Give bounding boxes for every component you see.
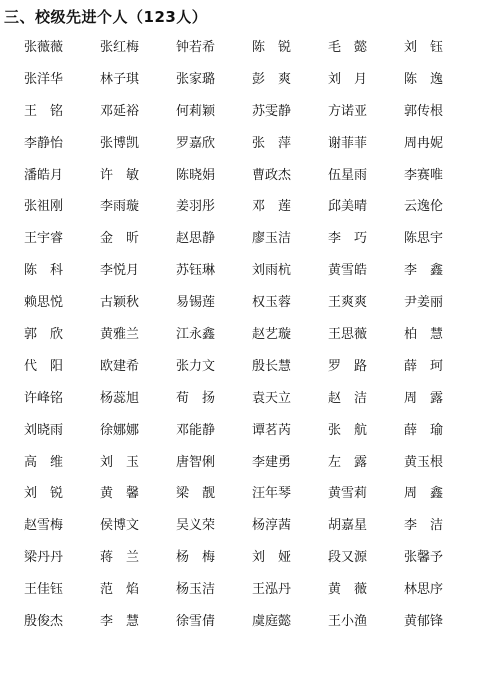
person-name: 赵思静 [176, 231, 216, 247]
person-name: 赵艺璇 [252, 327, 292, 343]
person-name: 罗嘉欣 [176, 135, 216, 151]
person-name: 殷长慧 [252, 358, 292, 374]
person-name: 邓延裕 [100, 103, 140, 119]
person-name: 杨蕊旭 [100, 390, 140, 406]
person-name: 林思序 [404, 582, 444, 598]
person-name: 陈 逸 [404, 71, 444, 87]
person-name: 苏钰琳 [176, 263, 216, 279]
person-name: 周 露 [404, 390, 444, 406]
person-name: 黄玉根 [404, 454, 444, 470]
person-name: 王泓丹 [252, 582, 292, 598]
person-name: 赖思悦 [24, 295, 64, 311]
person-name: 黄雅兰 [100, 327, 140, 343]
person-name: 虞庭懿 [252, 614, 292, 630]
person-name: 杨 梅 [176, 550, 216, 566]
person-name: 薛 瑜 [404, 422, 444, 438]
person-name: 薛 珂 [404, 358, 444, 374]
person-name: 代 阳 [24, 358, 64, 374]
person-name: 汪年琴 [252, 486, 292, 502]
person-name: 易锡莲 [176, 295, 216, 311]
person-name: 张力文 [176, 358, 216, 374]
person-name: 刘 玉 [100, 454, 140, 470]
person-name: 黄郁锋 [404, 614, 444, 630]
person-name: 廖玉洁 [252, 231, 292, 247]
person-name: 黄 馨 [100, 486, 140, 502]
person-name: 郭传根 [404, 103, 444, 119]
person-name: 张 萍 [252, 135, 292, 151]
person-name: 江永鑫 [176, 327, 216, 343]
person-name: 刘 娅 [252, 550, 292, 566]
person-name: 谭茗芮 [252, 422, 292, 438]
person-name: 张薇薇 [24, 40, 64, 55]
person-name: 张家璐 [176, 71, 216, 87]
person-name: 金 昕 [100, 231, 140, 247]
person-name: 唐智俐 [176, 454, 216, 470]
person-name: 杨淳茜 [252, 518, 292, 534]
person-name: 陈 科 [24, 263, 64, 279]
person-name: 刘雨杭 [252, 263, 292, 279]
person-name: 陈思宇 [404, 231, 444, 247]
person-name: 李 洁 [404, 518, 444, 534]
person-name: 赵 洁 [328, 390, 368, 406]
person-name: 罗 路 [328, 358, 368, 374]
person-name: 郭 欣 [24, 327, 64, 343]
person-name: 梁 靓 [176, 486, 216, 502]
person-name: 段又源 [328, 550, 368, 566]
person-name: 吴义荣 [176, 518, 216, 534]
person-name: 林子琪 [100, 71, 140, 87]
person-name: 周冉妮 [404, 135, 444, 151]
person-name: 李雨璇 [100, 199, 140, 215]
person-name: 柏 慧 [404, 327, 444, 343]
person-name: 方诺亚 [328, 103, 368, 119]
person-name: 王佳钰 [24, 582, 64, 598]
person-name: 许 敏 [100, 167, 140, 183]
person-name: 左 露 [328, 454, 368, 470]
person-name: 张 航 [328, 422, 368, 438]
person-name: 伍星雨 [328, 167, 368, 183]
person-name: 谢菲菲 [328, 135, 368, 151]
person-name: 张祖刚 [24, 199, 64, 215]
person-name: 侯博文 [100, 518, 140, 534]
person-name: 赵雪梅 [24, 518, 64, 534]
person-name: 张馨予 [404, 550, 444, 566]
name-list [18, 38, 474, 644]
person-name: 姜羽彤 [176, 199, 216, 215]
person-name: 杨玉洁 [176, 582, 216, 598]
person-name: 古颖秋 [100, 295, 140, 311]
person-name: 王小渔 [328, 614, 368, 630]
person-name: 刘 钰 [404, 40, 444, 55]
person-name: 李 鑫 [404, 263, 444, 279]
person-name: 邓 莲 [252, 199, 292, 215]
person-name: 彭 爽 [252, 71, 292, 87]
person-name: 李静怡 [24, 135, 64, 151]
person-name: 刘晓雨 [24, 422, 64, 438]
person-name: 李建勇 [252, 454, 292, 470]
person-name: 邓能静 [176, 422, 216, 438]
person-name: 权玉蓉 [252, 295, 292, 311]
person-name: 钟若希 [176, 40, 216, 55]
section-heading: 三、校级先进个人（123人） [4, 8, 208, 26]
person-name: 潘皓月 [24, 167, 64, 183]
person-name: 梁丹丹 [24, 550, 64, 566]
person-name: 邱美晴 [328, 199, 368, 215]
person-name: 曹政杰 [252, 167, 292, 183]
person-name: 李悦月 [100, 263, 140, 279]
person-name: 徐娜娜 [100, 422, 140, 438]
person-name: 张洋华 [24, 71, 64, 87]
person-name: 刘 月 [328, 71, 368, 87]
person-name: 荀 扬 [176, 390, 216, 406]
person-name: 张博凯 [100, 135, 140, 151]
person-name: 胡嘉星 [328, 518, 368, 534]
person-name: 高 维 [24, 454, 64, 470]
person-name: 苏雯静 [252, 103, 292, 119]
person-name: 张红梅 [100, 40, 140, 55]
person-name: 欧建希 [100, 358, 140, 374]
person-name: 王爽爽 [328, 295, 368, 311]
person-name: 陈 锐 [252, 40, 292, 55]
person-name: 王 铭 [24, 103, 64, 119]
person-name: 尹姜丽 [404, 295, 444, 311]
person-name: 徐雪倩 [176, 614, 216, 630]
person-name: 范 焰 [100, 582, 140, 598]
person-name: 何莉颖 [176, 103, 216, 119]
person-name: 黄雪皓 [328, 263, 368, 279]
person-name: 周 鑫 [404, 486, 444, 502]
person-name: 王宇睿 [24, 231, 64, 247]
person-name: 毛 懿 [328, 40, 368, 55]
person-name: 黄 薇 [328, 582, 368, 598]
person-name: 李赛唯 [404, 167, 444, 183]
person-name: 云逸伦 [404, 199, 444, 215]
person-name: 袁天立 [252, 390, 292, 406]
person-name: 殷俊杰 [24, 614, 64, 630]
person-name: 蒋 兰 [100, 550, 140, 566]
person-name: 李 巧 [328, 231, 368, 247]
person-name: 许峰铭 [24, 390, 64, 406]
person-name: 陈晓娟 [176, 167, 216, 183]
person-name: 王思薇 [328, 327, 368, 343]
person-name: 李 慧 [100, 614, 140, 630]
person-name: 黄雪莉 [328, 486, 368, 502]
person-name: 刘 锐 [24, 486, 64, 502]
